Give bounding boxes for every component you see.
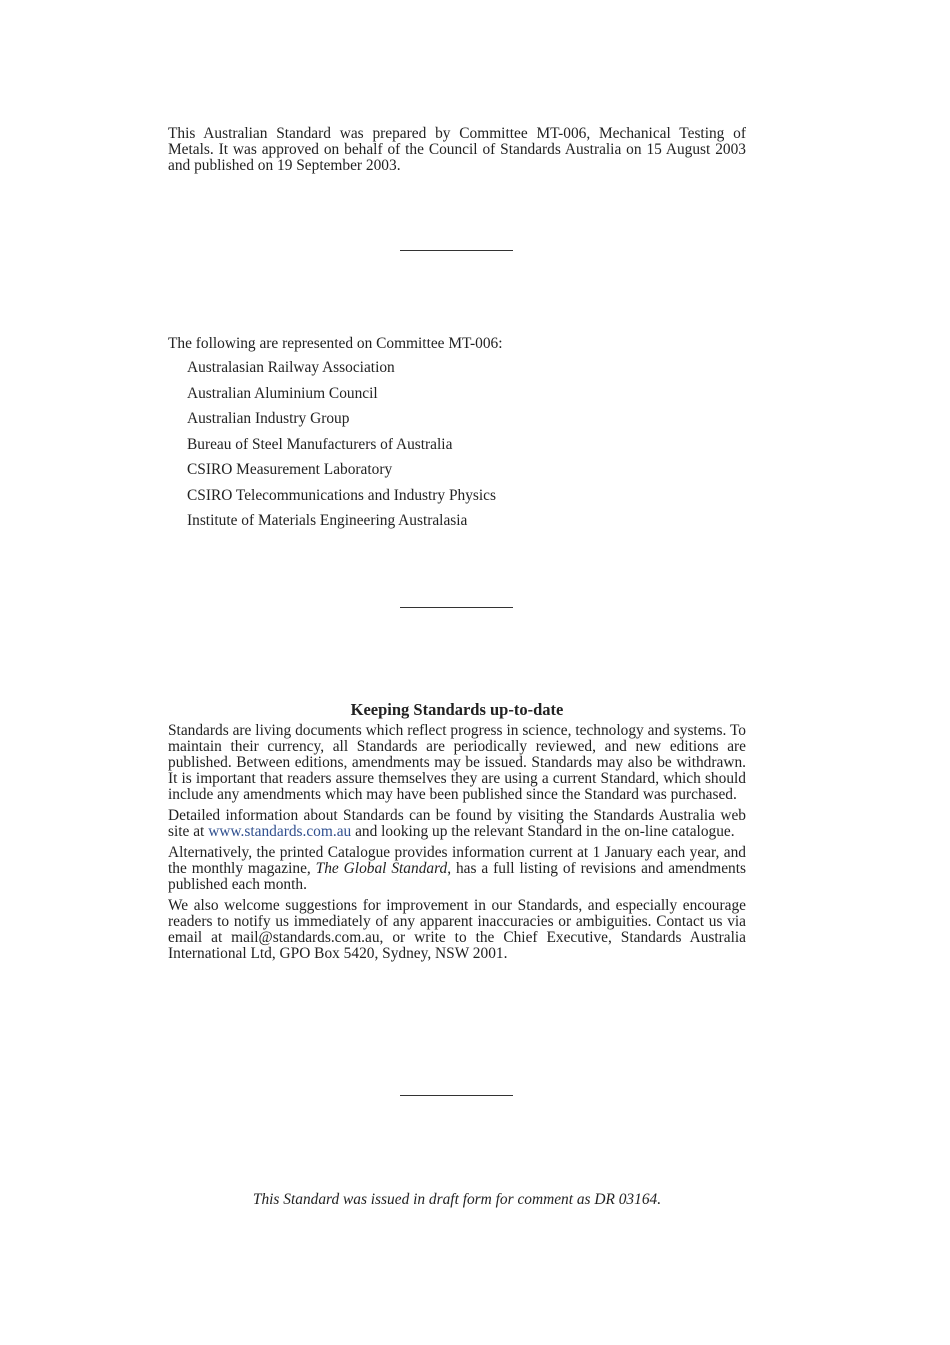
paragraph-suggestions: We also welcome suggestions for improvement in our Standards, and especially encourage readers to notify us immediately of any apparent inaccuracies or ambiguities. Contact us via email at mail@standards.com.au, or write to the Chief Executive, Standards Australia International Ltd, GPO Box 5420, Sydney, NSW 2001.: [168, 897, 746, 962]
paragraph-living-documents: Standards are living documents which reflect progress in science, technology and systems. To maintain their currency, all Standards are periodically reviewed, and new editions are published. Between editions, amendments may be issued. Standards may also be withdrawn. It is important that readers assure themselves they are using a current Standard, which should include any amendments which may have been published since the Standard was purchased.: [168, 722, 746, 803]
committee-member: Australian Industry Group: [187, 410, 350, 427]
draft-note: This Standard was issued in draft form for comment as DR 03164.: [252, 1191, 662, 1208]
section-divider: [400, 250, 513, 251]
committee-member: CSIRO Measurement Laboratory: [187, 461, 393, 478]
committee-member: Institute of Materials Engineering Australasia: [187, 512, 468, 529]
committee-member: Australasian Railway Association: [187, 359, 395, 376]
standards-website-link[interactable]: www.standards.com.au: [208, 823, 352, 840]
keeping-up-to-date-body: [168, 723, 746, 967]
paragraph-catalogue: Alternatively, the printed Catalogue provides information current at 1 January each year, and the monthly magazine, The Global Standard, has a full listing of revisions and amendments published each month.: [168, 844, 746, 893]
committee-member-list: [187, 359, 496, 538]
preparation-statement: This Australian Standard was prepared by Committee MT-006, Mechanical Testing of Metals. It was approved on behalf of the Council of Standards Australia on 15 August 2003 and published on 19 September 2003.: [168, 125, 746, 174]
magazine-title: The Global Standard: [315, 860, 448, 877]
section-divider: [400, 1095, 513, 1096]
section-heading: Keeping Standards up-to-date: [350, 700, 564, 719]
committee-member: Bureau of Steel Manufacturers of Australia: [187, 435, 453, 453]
committee-member: Australian Aluminium Council: [187, 384, 378, 402]
committee-member: CSIRO Telecommunications and Industry Physics: [187, 486, 496, 504]
committee-representation-intro: The following are represented on Committee MT-006:: [168, 335, 503, 352]
paragraph-web-info: Detailed information about Standards can be found by visiting the Standards Australia web site at www.standards.com.au and looking up the relevant Standard in the on-line catalogue.: [168, 807, 746, 840]
section-divider: [400, 607, 513, 608]
